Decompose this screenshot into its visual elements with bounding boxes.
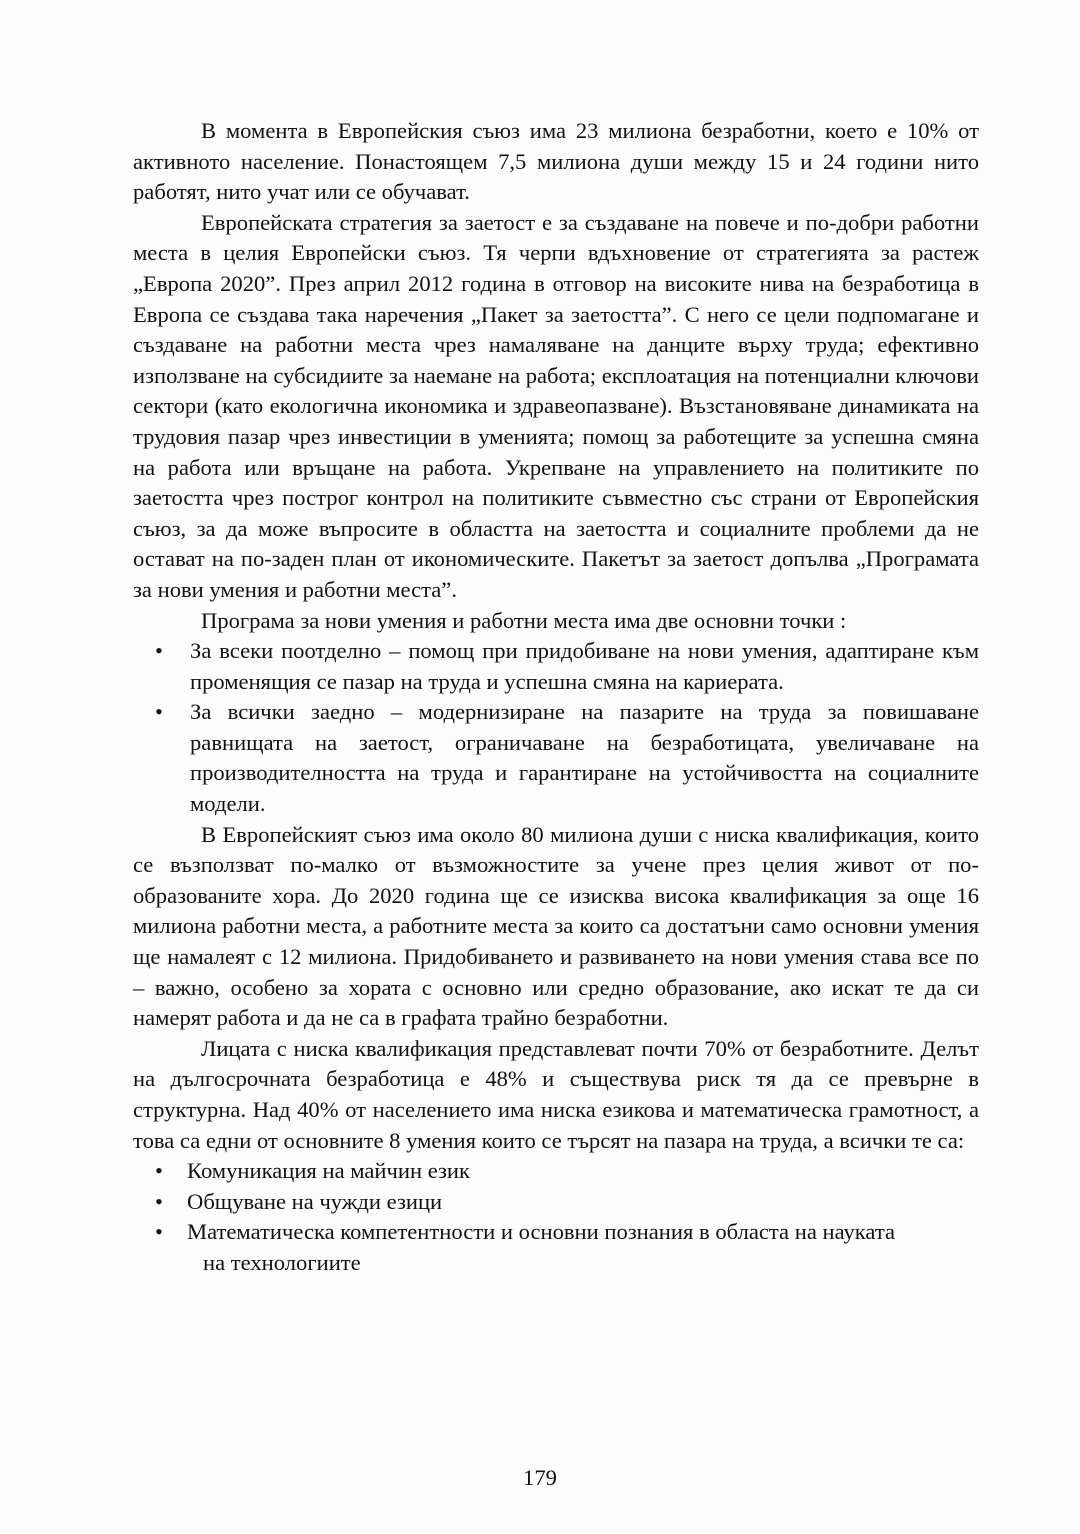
list-item-text: Комуникация на майчин език [187,1158,470,1184]
program-points-list [133,636,979,820]
list-item-text: За всички заедно – модернизиране на пазарите на труда за повишаване равнищата на заетост, ограничаване на безработицата, увеличаване на производителността на труда и гарантиране на устойчивостта на социалните модели. [190,699,979,817]
bullet-marker: • [155,1219,163,1245]
bullet-marker: • [155,1188,163,1214]
list-item [133,1217,979,1278]
paragraph-low-qualification: В Европейският съюз има около 80 милиона души с ниска квалификация, които се възползват по-малко от възможностите за учене през целия живот от по-образованите хора. До 2020 година ще се изисква висока квалификация за още 16 милиона работни места, а работните места за които са достатъни само основни умения ще намалеят с 12 милиона. Придобиването и развиването на нови умения става все по – важно, особено за хората с основно или средно образование, ако искат те да си намерят работа и да не са в графата трайно безработни. [133,821,979,1031]
page-number: 179 [523,1465,557,1490]
bullet-marker: • [155,1158,163,1184]
paragraph-unemployment-stats: В момента в Европейския съюз има 23 милиона безработни, което е 10% от активното население. Понастоящем 7,5 милиона души между 15 и 24 години нито работят, нито учат или се обучават. [133,118,979,205]
list-item [133,697,979,819]
bullet-marker: • [155,638,163,664]
list-item [133,1187,979,1218]
paragraph-employment-strategy: Европейската стратегия за заетост е за създаване на повече и по-добри работни места в целия Европейски съюз. Тя черпи вдъхновение от стратегията за растеж „Европа 2020”. През април 2012 година в отговор на високите нива на безработица в Европа се създава така наречения „Пакет за заетостта”. С него се цели подпомагане и създаване на работни места чрез намаляване на данците върху труда; ефективно използване на субсидиите за наемане на работа; експлоатация на потенциални ключови сектори (като екологична икономика и здравеопазване). Възстановяване динамиката на трудовия пазар чрез инвестиции в уменията; помощ за работещите за успешна смяна на работа или връщане на работа. Укрепване на управлението на политиките по заетостта чрез построг контрол на политиките съвместно със страни от Европейския съюз, за да може въпросите в областта на заетостта и социалните проблеми да не остават на по-заден план от икономическите. Пакетът за заетост допълва „Програмата за нови умения и работни места”. [133,209,979,602]
key-skills-list [133,1156,979,1278]
page-body [133,116,979,1279]
list-item-text: Математическа компетентности и основни познания в областа на науката [187,1219,896,1245]
bullet-marker: • [155,699,163,725]
paragraph-new-skills-program: Програма за нови умения и работни места има две основни точки : [201,607,847,633]
list-item [133,636,979,697]
paragraph-long-term-unemployment: Лицата с ниска квалификация представлеват почти 70% от безработните. Делът на дългосрочната безработица е 48% и съществува риск тя да се превърне в структурна. Над 40% от населението има ниска езикова и математическа грамотност, а това са едни от основните 8 умения които се търсят на пазара на труда, а всички те са: [133,1035,979,1153]
list-item [133,1156,979,1187]
list-item-text: Общуване на чужди езици [187,1188,443,1214]
list-item-text: За всеки поотделно – помощ при придобиване на нови умения, адаптиране към променящия се пазар на труда и успешна смяна на кариерата. [190,638,979,694]
list-item-continuation: на технологиите [203,1249,361,1275]
